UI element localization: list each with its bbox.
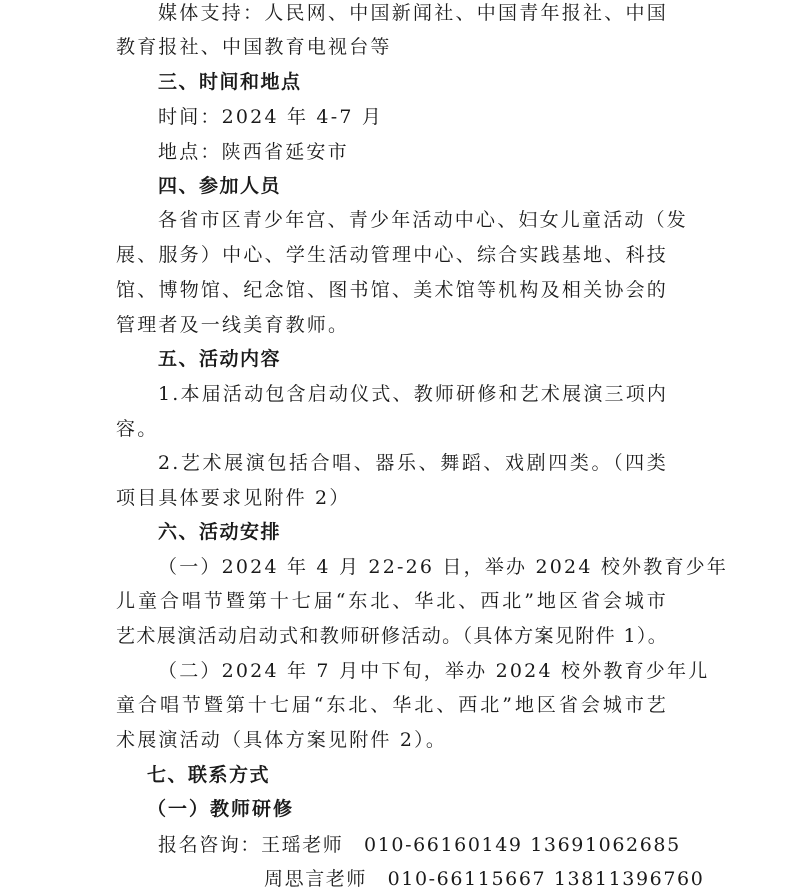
schedule-item-1-line-2: 儿童合唱节暨第十七届“东北、华北、西北”地区省会城市	[116, 590, 668, 612]
schedule-item-2-line-2: 童合唱节暨第十七届“东北、华北、西北”地区省会城市艺	[116, 694, 668, 716]
participants-line-1: 各省市区青少年宫、青少年活动中心、妇女儿童活动（发	[158, 209, 689, 231]
place-line: 地点：陕西省延安市	[158, 141, 349, 163]
media-support-line-1: 媒体支持：人民网、中国新闻社、中国青年报社、中国	[158, 2, 668, 24]
contact-line-2: 周思言老师 010-66115667 13811396760	[264, 868, 705, 890]
content-item-1-line-1: 1.本届活动包含启动仪式、教师研修和艺术展演三项内	[158, 383, 669, 405]
subheading-teacher-training: （一）教师研修	[147, 798, 295, 820]
content-item-2-line-1: 2.艺术展演包括合唱、器乐、舞蹈、戏剧四类。（四类	[158, 452, 668, 474]
section-heading-contact: 七、联系方式	[147, 764, 271, 786]
section-heading-schedule: 六、活动安排	[158, 521, 282, 543]
content-item-1-line-2: 容。	[116, 418, 159, 440]
participants-line-4: 管理者及一线美育教师。	[116, 314, 350, 336]
schedule-item-1-line-3: 艺术展演活动启动式和教师研修活动。（具体方案见附件 1）。	[116, 625, 668, 647]
section-heading-content: 五、活动内容	[158, 348, 282, 370]
media-support-line-2: 教育报社、中国教育电视台等	[116, 36, 392, 58]
participants-line-2: 展、服务）中心、学生活动管理中心、综合实践基地、科技	[116, 244, 668, 266]
section-heading-time-place: 三、时间和地点	[158, 71, 302, 93]
content-item-2-line-2: 项目具体要求见附件 2）	[116, 487, 351, 509]
participants-line-3: 馆、博物馆、纪念馆、图书馆、美术馆等机构及相关协会的	[116, 279, 668, 301]
schedule-item-2-line-1: （二）2024 年 7 月中下旬，举办 2024 校外教育少年儿	[158, 660, 710, 682]
time-line: 时间：2024 年 4-7 月	[158, 106, 384, 128]
section-heading-participants: 四、参加人员	[158, 175, 282, 197]
schedule-item-1-line-1: （一）2024 年 4 月 22-26 日，举办 2024 校外教育少年	[158, 556, 729, 578]
contact-line-1: 报名咨询：王瑶老师 010-66160149 13691062685	[158, 834, 681, 856]
schedule-item-2-line-3: 术展演活动（具体方案见附件 2）。	[116, 729, 448, 751]
